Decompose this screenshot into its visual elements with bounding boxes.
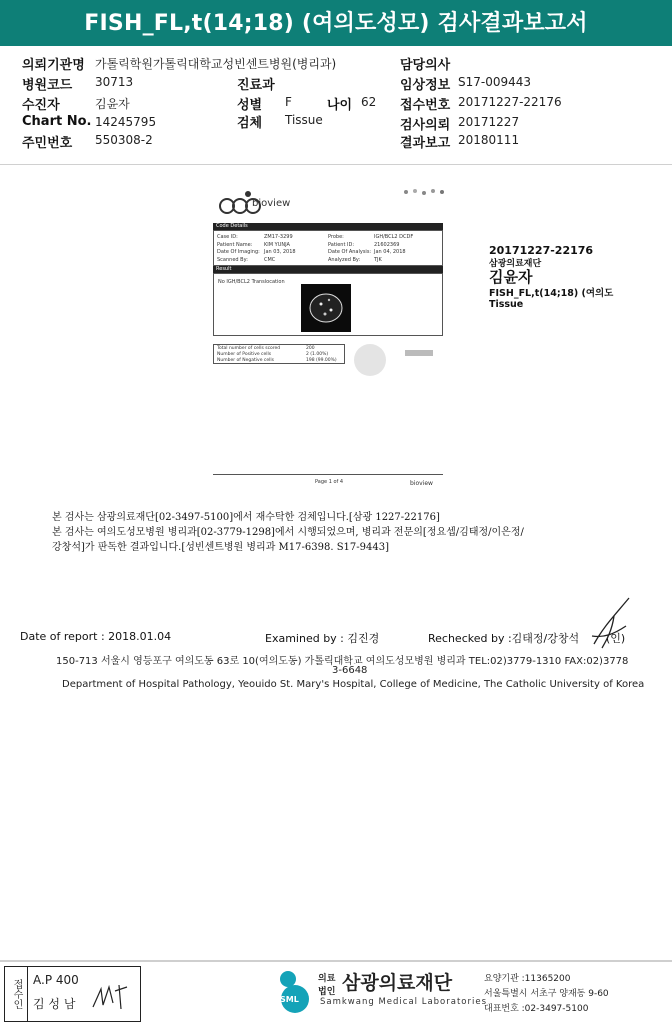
sticker-specimen: Tissue (489, 299, 524, 310)
address-korean-cont: 3-6648 (332, 665, 368, 676)
result-text: No IGH/BCL2 Translocation (218, 279, 285, 285)
sex-value: F (285, 95, 292, 109)
code-details-cell: Jan 04, 2018 (374, 249, 406, 255)
code-details-table (213, 230, 443, 266)
report-title: FISH_FL,t(14;18) (여의도성모) 검사결과보고서 (0, 0, 672, 46)
code-details-cell: Date Of Imaging: (217, 249, 260, 255)
bioview-logo-text: bioview (252, 198, 291, 209)
patient-value: 김윤자 (95, 97, 130, 111)
code-details-cell: Patient ID: (328, 241, 355, 248)
counts-table (213, 344, 345, 364)
institution-code: 요양기관 :11365200 (484, 974, 571, 984)
page-footer-logo: bioview (410, 480, 433, 487)
age-label: 나이 (327, 98, 353, 113)
request-label: 검사의뢰 (400, 118, 451, 133)
department-label: 진료과 (237, 78, 275, 93)
org-english: Samkwang Medical Laboratories (320, 997, 488, 1007)
stamp-name: 김 성 남 (33, 997, 76, 1011)
corp-label-1: 의료 (318, 974, 336, 984)
chart-label: Chart No. (22, 114, 92, 129)
institution-label: 의뢰기관명 (22, 58, 85, 73)
hospital-code-label: 병원코드 (22, 78, 73, 93)
code-details-cell: Case ID: (217, 234, 238, 240)
code-details-header: Code Details (213, 223, 443, 230)
stamp-label: 접수인 (5, 967, 28, 1021)
counts-cell: Number of Negative cells (217, 358, 274, 363)
fish-cell-image (301, 284, 351, 332)
code-details-cell: Probe: (328, 234, 344, 240)
code-details-cell: IGH/BCL2 DCDF (374, 234, 414, 240)
page-number: Page 1 of 4 (315, 479, 344, 485)
page-footer-rule (213, 474, 443, 475)
reception-value: 20171227-22176 (458, 95, 562, 109)
org-name: 삼광의료재단 (342, 972, 453, 994)
sticker-number: 20171227-22176 (489, 244, 594, 257)
rechecked-by: Rechecked by :김태정/강창석 (428, 632, 580, 645)
code-details-cell: KIM YUNJA (264, 241, 290, 248)
org-phone: 대표번호 :02-3497-5100 (484, 1004, 589, 1014)
signature-image (584, 596, 634, 652)
code-details-cell: Patient Name: (217, 241, 253, 248)
date-of-report: Date of report : 2018.01.04 (20, 630, 172, 643)
sticker-test: FISH_FL,t(14;18) (여의도 (489, 288, 614, 299)
hospital-code-value: 30713 (95, 75, 134, 89)
org-address: 서울특별시 서초구 양재동 9-60 (484, 989, 609, 999)
code-details-cell: Scanned By: (217, 256, 248, 263)
code-details-cell: CMC (264, 256, 276, 263)
counts-cell: 198 (99.00%) (306, 358, 337, 363)
stamp-seal-image (354, 344, 386, 376)
result-value: 20180111 (458, 133, 520, 147)
counts-cell: 2 (1.00%) (306, 352, 329, 357)
code-details-cell: Jan 03, 2018 (264, 249, 296, 255)
seal-mark: (인) (606, 632, 626, 645)
reception-label: 접수번호 (400, 98, 451, 113)
barcode-mark (405, 350, 433, 356)
id-label: 주민번호 (22, 136, 73, 151)
patient-label: 수진자 (22, 98, 60, 113)
counts-cell: Number of Positive cells (217, 352, 272, 357)
sml-logo-text: SML (280, 995, 299, 1004)
code-details-cell: Analyzed By: (328, 256, 361, 263)
corp-label-2: 법인 (318, 987, 336, 997)
result-header: Result (213, 266, 443, 273)
doctor-label: 담당의사 (400, 58, 451, 73)
clinical-info-label: 임상정보 (400, 78, 451, 93)
request-value: 20171227 (458, 115, 520, 129)
specimen-value: Tissue (285, 113, 323, 127)
note-line-3: 강창석]가 판독한 결과입니다.[성빈센트병원 병리과 M17-6398. S17-9443] (52, 542, 390, 553)
id-value: 550308-2 (95, 133, 153, 147)
clinical-info-value: S17-009443 (458, 75, 532, 89)
institution-value: 가톨릭학원가톨릭대학교성빈센트병원(병리과) (95, 57, 337, 71)
note-line-2: 본 검사는 여의도성모병원 병리과[02-3779-1298]에서 시행되었으며, 병리과 전문의[정요셉/김태정/이은정/ (52, 527, 524, 538)
scanned-report (0, 168, 672, 958)
address-korean: 150-713 서울시 영등포구 여의도동 63로 10(여의도동) 가톨릭대학교 여의도성모병원 병리과 TEL:02)3779-1310 FAX:02)3778 (56, 656, 629, 667)
specimen-label: 검체 (237, 116, 263, 131)
sticker-name: 김윤자 (489, 268, 533, 286)
sticker-org: 삼광의료재단 (489, 259, 542, 269)
sex-label: 성별 (237, 98, 263, 113)
examined-by: Examined by : 김진경 (265, 632, 380, 645)
code-details-cell: ZM17-3299 (264, 234, 293, 240)
note-line-1: 본 검사는 삼광의료재단[02-3497-5100]에서 재수탁한 검체입니다.[삼광 1227-22176] (52, 512, 440, 523)
dots-decoration (402, 182, 448, 192)
patient-info-section (0, 46, 672, 165)
result-box (213, 273, 443, 336)
code-details-cell: 21602369 (374, 241, 400, 248)
age-value: 62 (361, 95, 377, 109)
reception-stamp (4, 966, 141, 1022)
counts-cell: 200 (306, 346, 315, 351)
address-english: Department of Hospital Pathology, Yeouido St. Mary's Hospital, College of Medicine, The Catholic University of Korea (62, 679, 645, 690)
counts-cell: Total number of cells scored (217, 346, 281, 351)
result-label: 결과보고 (400, 136, 451, 151)
stamp-code: A.P 400 (33, 973, 79, 987)
chart-value: 14245795 (95, 115, 157, 129)
code-details-cell: Date Of Analysis: (328, 249, 372, 255)
sml-logo (270, 966, 316, 1016)
footer-separator (0, 960, 672, 962)
stamp-signature (91, 981, 131, 1013)
code-details-cell: TJK (374, 256, 382, 263)
